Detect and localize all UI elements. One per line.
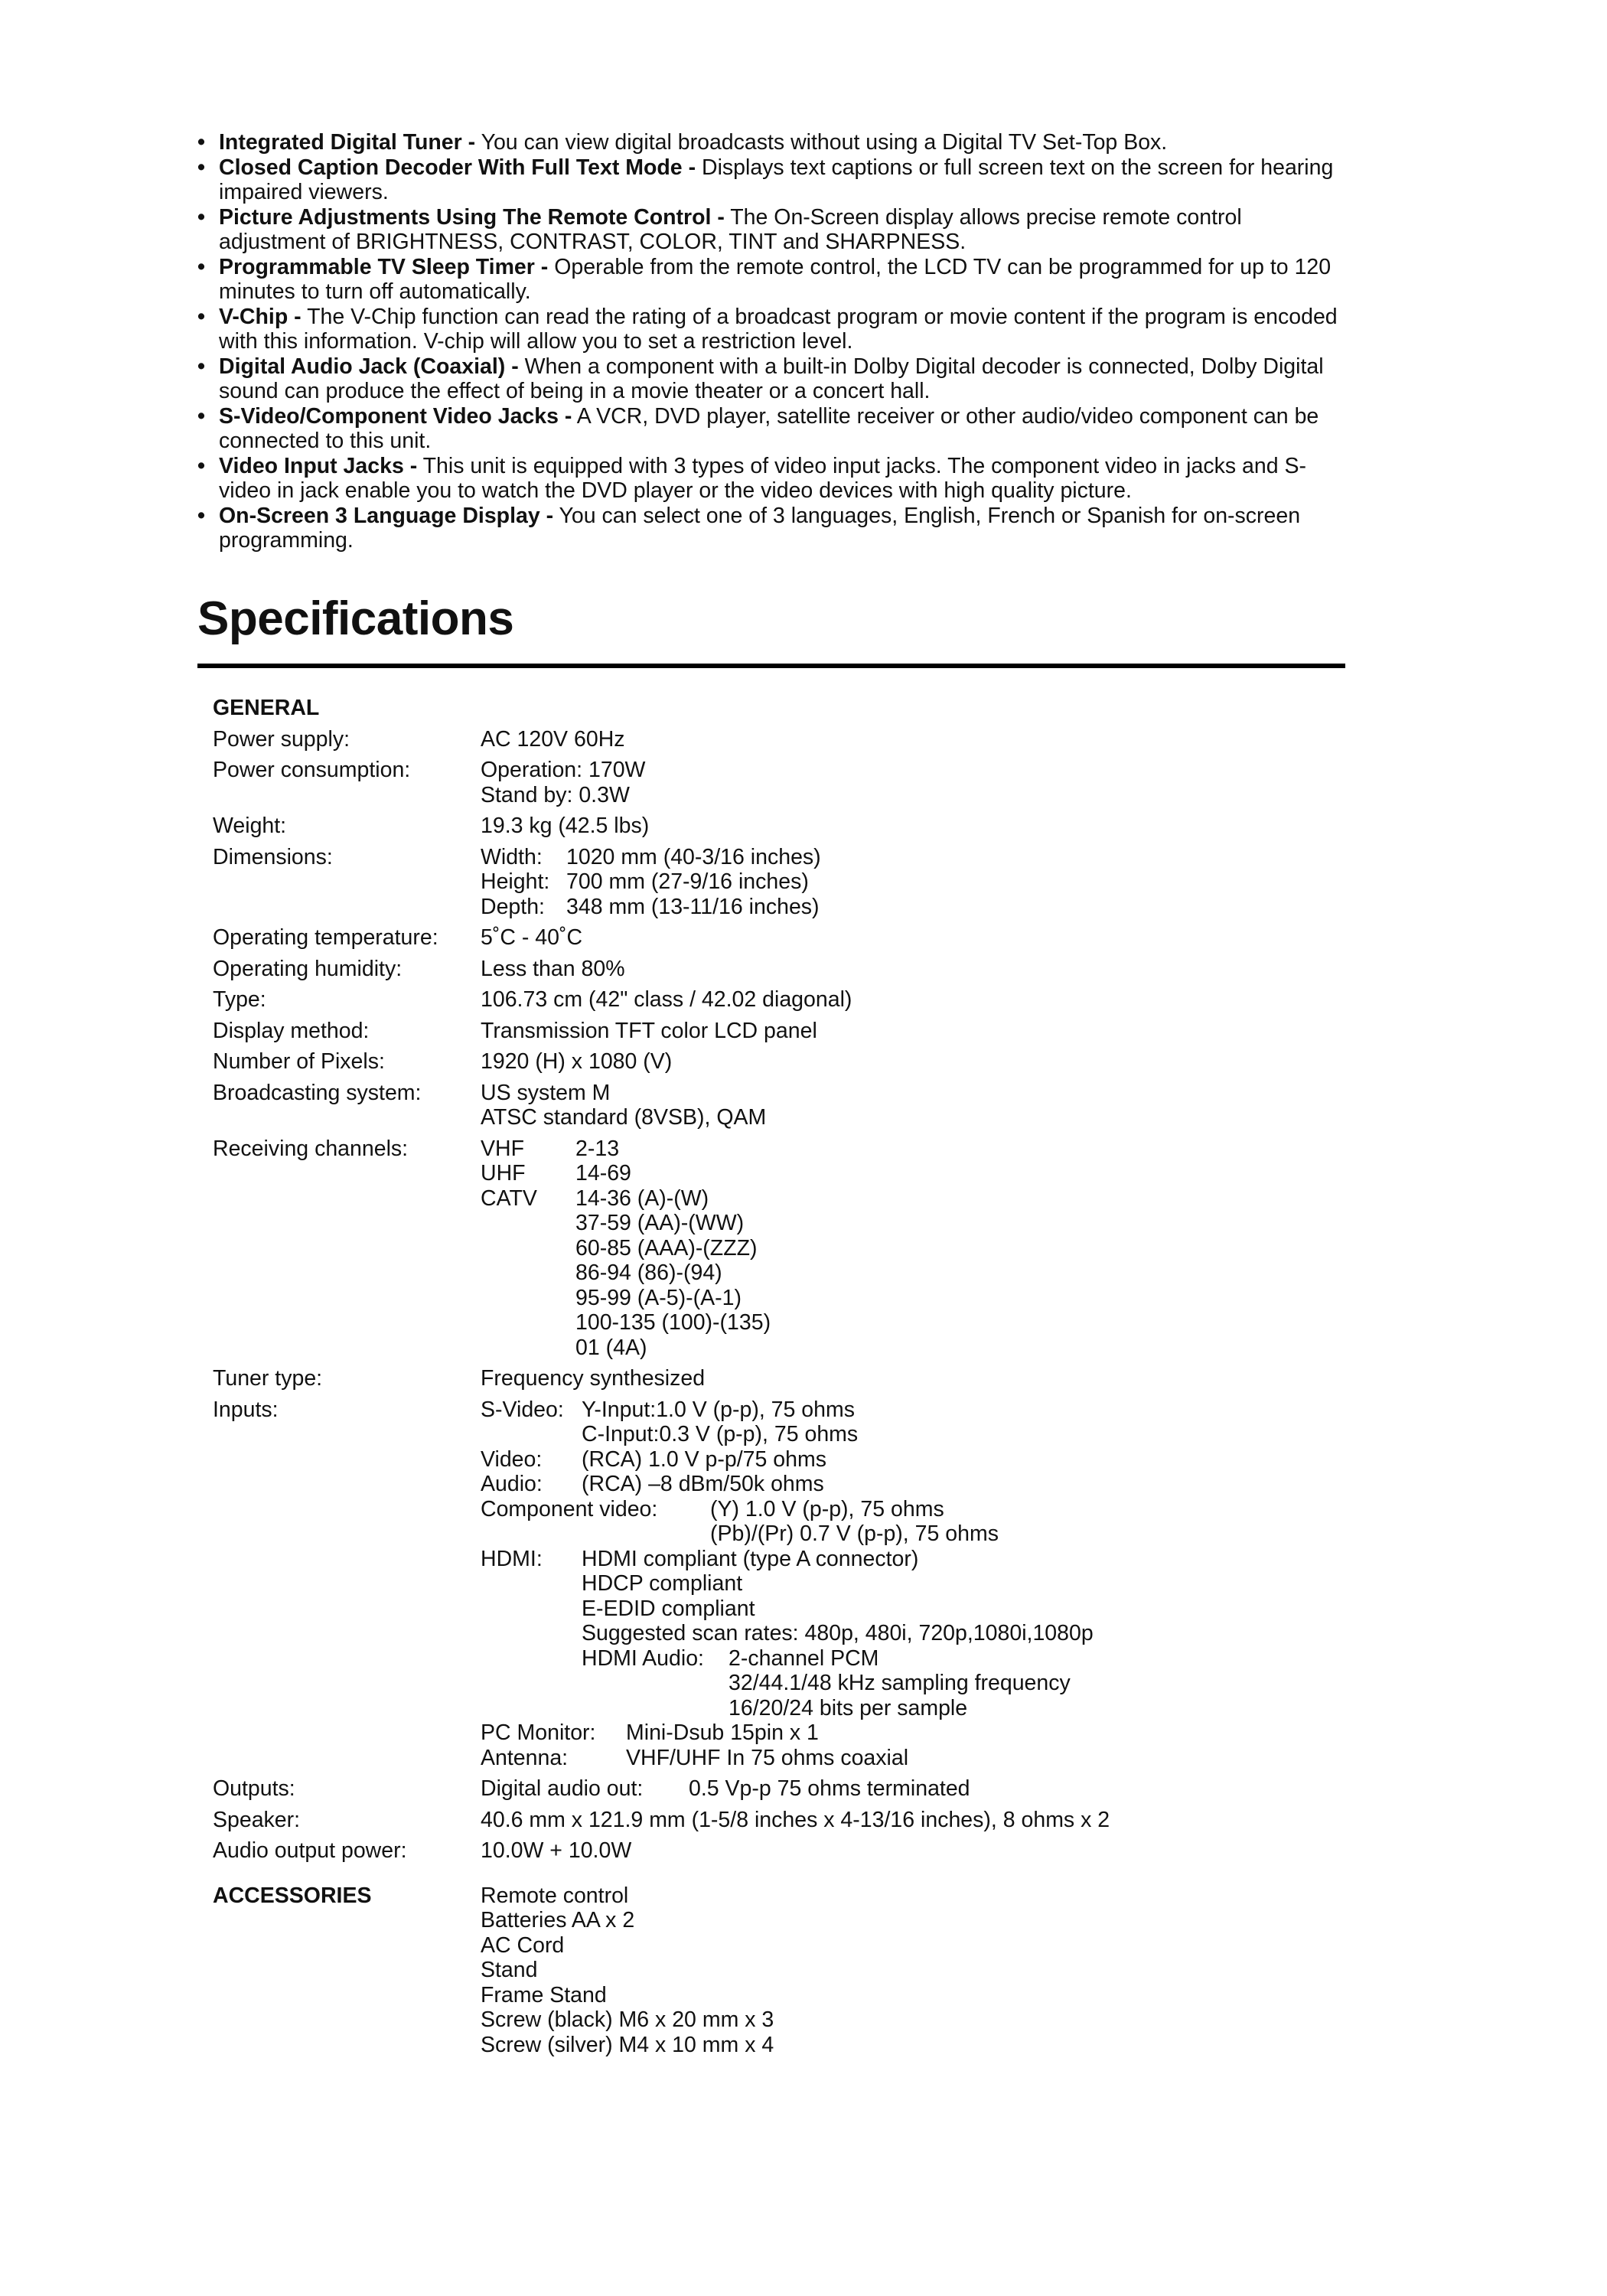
spec-value: 1920 (H) x 1080 (V) xyxy=(481,1049,673,1074)
input-key: PC Monitor: xyxy=(481,1720,596,1745)
dimension-key: Width: xyxy=(481,844,543,869)
spec-row-weight xyxy=(197,814,1345,839)
feature-item xyxy=(197,454,1345,504)
input-value: C-Input:0.3 V (p-p), 75 ohms xyxy=(582,1422,859,1446)
spec-row-receiving-channels xyxy=(197,1137,1345,1361)
feature-list xyxy=(197,130,1345,553)
feature-item xyxy=(197,404,1345,454)
spec-value-line xyxy=(481,1720,1345,1746)
input-key: Audio: xyxy=(481,1472,543,1496)
spec-value-line: 37-59 (AA)-(WW) xyxy=(575,1211,745,1235)
feature-item xyxy=(197,504,1345,553)
output-value: 0.5 Vp-p 75 ohms terminated xyxy=(689,1776,970,1801)
spec-row-accessories xyxy=(197,1883,1345,2058)
spec-value-line xyxy=(481,1746,1345,1771)
spec-value-line: 86-94 (86)-(94) xyxy=(575,1261,722,1285)
spec-value: 5˚C - 40˚C xyxy=(481,925,583,950)
manual-page xyxy=(197,130,1345,2057)
spec-value-line xyxy=(481,1646,1345,1671)
spec-label: Operating temperature: xyxy=(213,925,438,950)
spec-value: 40.6 mm x 121.9 mm (1-5/8 inches x 4-13/16 inches), 8 ohms x 2 xyxy=(481,1807,1110,1832)
spec-row-power-supply xyxy=(197,727,1345,752)
feature-text: Operable from the remote control, the LCD TV can be programmed for up to 120 minutes to turn off automatically. xyxy=(219,254,1332,304)
spec-value-line xyxy=(481,1547,1345,1572)
band-value: 14-69 xyxy=(575,1161,631,1186)
spec-value-line: 01 (4A) xyxy=(575,1335,647,1360)
spec-value-line: 95-99 (A-5)-(A-1) xyxy=(575,1285,742,1310)
spec-label: Type: xyxy=(213,987,266,1012)
spec-label: Operating humidity: xyxy=(213,956,403,981)
spec-label: Power supply: xyxy=(213,726,350,752)
spec-row-type xyxy=(197,987,1345,1013)
feature-title: Closed Caption Decoder With Full Text Mode - xyxy=(219,155,696,180)
spec-value-line: Stand by: 0.3W xyxy=(481,782,630,807)
spec-row-operating-humidity xyxy=(197,957,1345,982)
spec-value-line xyxy=(481,845,1345,870)
spec-value-line: HDCP compliant xyxy=(582,1571,743,1596)
spec-value-line: 32/44.1/48 kHz sampling frequency xyxy=(729,1671,1071,1695)
spec-value-line xyxy=(481,1472,1345,1497)
spec-value: Frequency synthesized xyxy=(481,1366,706,1391)
spec-row-dimensions xyxy=(197,845,1345,920)
feature-text: You can view digital broadcasts without using a Digital TV Set-Top Box. xyxy=(481,130,1168,155)
spec-value xyxy=(481,845,1345,920)
feature-item xyxy=(197,205,1345,255)
input-key: Video: xyxy=(481,1446,543,1472)
spec-value-line xyxy=(481,869,1345,895)
accessory-item: Batteries AA x 2 xyxy=(481,1908,635,1932)
spec-value: 10.0W + 10.0W xyxy=(481,1838,632,1863)
spec-value-line xyxy=(481,1447,1345,1473)
spec-table xyxy=(197,696,1345,2058)
spec-value-line: Suggested scan rates: 480p, 480i, 720p,1080i,1080p xyxy=(582,1621,1094,1645)
spec-value: AC 120V 60Hz xyxy=(481,726,625,752)
accessory-item: AC Cord xyxy=(481,1932,565,1958)
feature-text: The On-Screen display allows precise remote control adjustment of BRIGHTNESS, CONTRAST, COLOR, TINT and SHARPNESS. xyxy=(219,204,1242,254)
feature-text: The V-Chip function can read the rating of a broadcast program or movie content if the program is encoded with this information. V-chip will allow you to set a restriction level. xyxy=(219,304,1338,354)
input-value: Y-Input:1.0 V (p-p), 75 ohms xyxy=(582,1397,855,1422)
input-value: (RCA) –8 dBm/50k ohms xyxy=(582,1472,824,1496)
accessory-item: Remote control xyxy=(481,1883,629,1908)
feature-item xyxy=(197,354,1345,404)
input-key: HDMI: xyxy=(481,1546,543,1571)
spec-value-line: 60-85 (AAA)-(ZZZ) xyxy=(575,1235,758,1261)
feature-item xyxy=(197,305,1345,354)
spec-row-tuner-type xyxy=(197,1366,1345,1391)
feature-title: On-Screen 3 Language Display - xyxy=(219,503,554,528)
feature-item xyxy=(197,130,1345,155)
accessory-item: Stand xyxy=(481,1958,538,1982)
feature-text: You can select one of 3 languages, English, French or Spanish for on-screen programming. xyxy=(219,503,1301,553)
spec-value-line xyxy=(481,1161,1345,1186)
spec-label: Power consumption: xyxy=(213,758,411,782)
input-key: Antenna: xyxy=(481,1745,569,1770)
spec-value-line xyxy=(481,1497,1345,1522)
dimension-value: 700 mm (27-9/16 inches) xyxy=(566,869,809,894)
band-value: 14-36 (A)-(W) xyxy=(575,1186,709,1211)
output-key: Digital audio out: xyxy=(481,1776,644,1801)
feature-title: Integrated Digital Tuner - xyxy=(219,130,476,155)
spec-label: Inputs: xyxy=(213,1397,279,1422)
spec-label: Outputs: xyxy=(213,1776,295,1801)
spec-value-line: 100-135 (100)-(135) xyxy=(575,1310,771,1335)
band-key: CATV xyxy=(481,1186,537,1211)
spec-value-line xyxy=(481,1397,1345,1423)
feature-text: Displays text captions or full screen text on the screen for hearing impaired viewers. xyxy=(219,155,1334,204)
band-value: 2-13 xyxy=(575,1136,620,1161)
dimension-value: 348 mm (13-11/16 inches) xyxy=(566,894,820,919)
feature-title: Picture Adjustments Using The Remote Control - xyxy=(219,204,725,230)
spec-label: Tuner type: xyxy=(213,1366,323,1391)
spec-row-operating-temperature xyxy=(197,925,1345,951)
spec-label: Audio output power: xyxy=(213,1838,407,1863)
spec-row-power-consumption xyxy=(197,758,1345,807)
heading-rule xyxy=(197,664,1345,668)
spec-label: Display method: xyxy=(213,1018,370,1043)
spec-label: Receiving channels: xyxy=(213,1136,409,1161)
input-key: Component video: xyxy=(481,1496,658,1521)
spec-value-line: 16/20/24 bits per sample xyxy=(729,1695,968,1720)
spec-label: Number of Pixels: xyxy=(213,1049,385,1074)
dimension-key: Depth: xyxy=(481,894,545,919)
spec-row-inputs xyxy=(197,1397,1345,1771)
spec-value-line: US system M xyxy=(481,1080,611,1105)
spec-label: Dimensions: xyxy=(213,844,333,869)
dimension-key: Height: xyxy=(481,869,550,894)
accessory-item: Screw (black) M6 x 20 mm x 3 xyxy=(481,2007,774,2032)
input-value: 2-channel PCM xyxy=(729,1645,879,1671)
accessory-item: Screw (silver) M4 x 10 mm x 4 xyxy=(481,2032,774,2057)
spec-value-line xyxy=(481,895,1345,920)
feature-item xyxy=(197,155,1345,205)
spec-row-outputs xyxy=(197,1776,1345,1802)
spec-row-audio-output-power xyxy=(197,1838,1345,1864)
general-section-title: GENERAL xyxy=(213,695,320,720)
spec-value-line: (Pb)/(Pr) 0.7 V (p-p), 75 ohms xyxy=(710,1521,999,1546)
feature-title: Programmable TV Sleep Timer - xyxy=(219,254,549,279)
spec-value: Transmission TFT color LCD panel xyxy=(481,1018,817,1043)
feature-title: Video Input Jacks - xyxy=(219,453,418,478)
accessory-item: Frame Stand xyxy=(481,1982,607,2007)
spec-value: 19.3 kg (42.5 lbs) xyxy=(481,814,650,838)
feature-title: Digital Audio Jack (Coaxial) - xyxy=(219,354,519,379)
accessories-section-title: ACCESSORIES xyxy=(213,1883,372,1908)
spec-value-line: E-EDID compliant xyxy=(582,1596,755,1621)
spec-value-line xyxy=(481,1776,1345,1802)
spec-value: 106.73 cm (42" class / 42.02 diagonal) xyxy=(481,987,852,1012)
spec-value xyxy=(481,758,1345,807)
band-key: VHF xyxy=(481,1136,524,1161)
page-title: Specifications xyxy=(197,592,514,645)
input-key: HDMI Audio: xyxy=(582,1645,704,1671)
accessories-list xyxy=(481,1883,1345,2058)
spec-value xyxy=(481,1776,1345,1802)
feature-text: A VCR, DVD player, satellite receiver or other audio/video component can be connected to this unit. xyxy=(219,403,1319,453)
input-value: Mini-Dsub 15pin x 1 xyxy=(626,1720,819,1745)
spec-value-line xyxy=(481,1186,1345,1212)
spec-value-line: ATSC standard (8VSB), QAM xyxy=(481,1105,767,1130)
spec-row-display-method xyxy=(197,1019,1345,1044)
spec-value-line xyxy=(481,1422,1345,1447)
spec-label: Broadcasting system: xyxy=(213,1080,422,1105)
spec-value-line xyxy=(481,1137,1345,1162)
dimension-value: 1020 mm (40-3/16 inches) xyxy=(566,844,821,869)
input-value: (Y) 1.0 V (p-p), 75 ohms xyxy=(710,1496,944,1521)
feature-title: V-Chip - xyxy=(219,304,302,329)
spec-value xyxy=(481,1397,1345,1771)
input-value: VHF/UHF In 75 ohms coaxial xyxy=(626,1745,909,1770)
spec-label: Speaker: xyxy=(213,1807,301,1832)
feature-text: When a component with a built-in Dolby Digital decoder is connected, Dolby Digital sound can produce the effect of being in a movie theater or a concert hall. xyxy=(219,354,1324,403)
spec-value xyxy=(481,1137,1345,1361)
input-key: S-Video: xyxy=(481,1397,564,1422)
input-value: (RCA) 1.0 V p-p/75 ohms xyxy=(582,1446,826,1472)
spec-row-speaker xyxy=(197,1808,1345,1833)
band-key: UHF xyxy=(481,1161,526,1186)
spec-value-line: Operation: 170W xyxy=(481,758,646,782)
feature-item xyxy=(197,255,1345,305)
spec-row-broadcasting-system xyxy=(197,1081,1345,1130)
spec-row-number-of-pixels xyxy=(197,1049,1345,1075)
feature-text: This unit is equipped with 3 types of video input jacks. The component video in jacks and S-video in jack enable you to watch the DVD player or the video devices with high quality picture. xyxy=(219,453,1307,503)
spec-label: Weight: xyxy=(213,814,287,838)
spec-value: Less than 80% xyxy=(481,956,625,981)
input-value: HDMI compliant (type A connector) xyxy=(582,1546,919,1571)
feature-title: S-Video/Component Video Jacks - xyxy=(219,403,572,429)
spec-value xyxy=(481,1081,1345,1130)
